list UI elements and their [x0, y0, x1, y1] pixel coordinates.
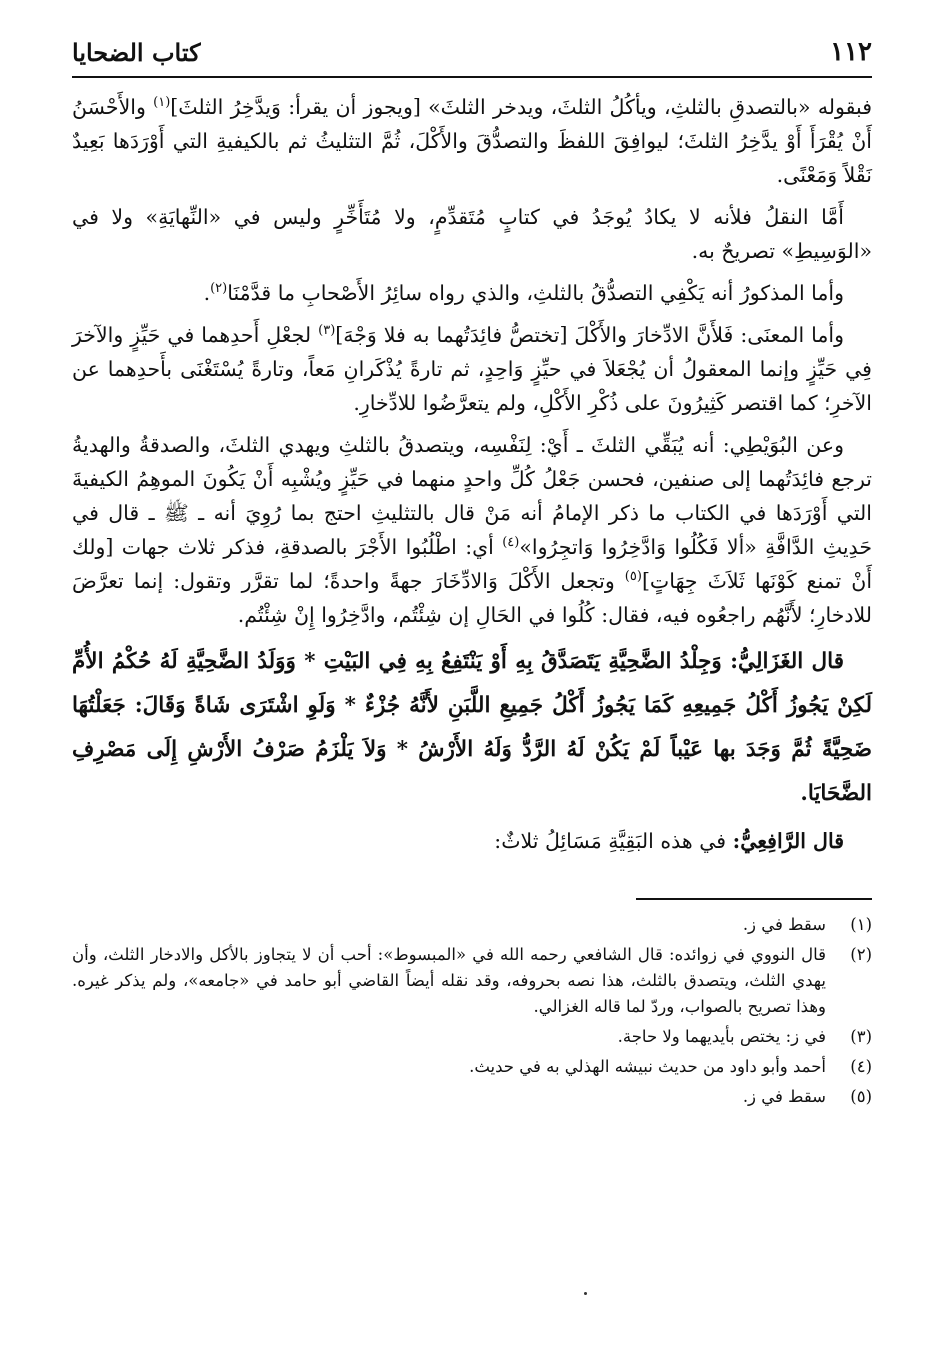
footnotes — [72, 912, 872, 1110]
paragraph-2-text: أَمَّا النقلُ فلأنه لا يكادُ يُوجَدُ في كتابٍ مُتَقدِّمٍ، ولا مُتَأَخِّرٍ وليس في «النِّهايَةِ» ولا في «الوَسِيطِ» تصريحٌ به. — [72, 205, 872, 263]
rafii-text: في هذه البَقِيَّةِ مَسَائِلُ ثلاثٌ: — [494, 829, 733, 853]
rafii-lead: قال الرَّافِعِيُّ: — [732, 829, 844, 853]
ghazali-lead: قال الغَزَالِيُّ: — [730, 649, 844, 674]
footnote-number: (٤) — [850, 1057, 872, 1076]
footnote-text: سقط في ز. — [742, 915, 826, 934]
footnote-ref-5: (٥) — [624, 569, 642, 585]
ghazali-quote — [72, 640, 872, 816]
footnote-number: (٢) — [850, 945, 872, 964]
document-page — [72, 28, 872, 1328]
paragraph-3 — [72, 276, 872, 310]
footnote-item — [72, 1024, 872, 1050]
paragraph-5-mid: أي: اطْلُبُوا الأَجْرَ بالصدقةِ، فذكر ثلاث جهات [ولك أَنْ تمنع كَوْنَها ثَلاَثَ جِهَاتٍ] — [72, 535, 873, 593]
footnote-text: سقط في ز. — [742, 1087, 826, 1106]
paragraph-1 — [72, 90, 872, 192]
footnote-number: (٣) — [850, 1027, 872, 1046]
footnote-item — [72, 912, 872, 938]
rafii-paragraph — [72, 824, 872, 858]
paragraph-5 — [72, 428, 872, 632]
footnote-text: قال النووي في زوائده: قال الشافعي رحمه الله في «المبسوط»: أحب أن لا يتجاوز بالأكل والادخار الثلث، وأن يهدي الثلث، ويتصدق بالثلث، هذا نصه بحروفه، وقد نقله أيضاً القاضي أبو حامد في «جامعه»، ولم يذكر غيره. وهذا تصريح بالصواب، وردّ لما قاله الغزالي. — [72, 945, 826, 1016]
paragraph-4-text: وأما المعنَى: فَلأَنَّ الادِّخارَ والأَكْلَ [تختصُّ فائِدَتُهما به فلا وَجْهَ] — [335, 323, 844, 347]
page-header — [72, 28, 872, 78]
footnote-item — [72, 1084, 872, 1110]
paragraph-5-rest: وتجعل الأَكْلَ وَالادِّخَارَ جهةً واحدةً؛ لما تقرَّر وتقول: إنما تعرَّضَ للادخارِ؛ لأَنَّهُم راجعُوه فيه، فقال: كُلُوا في الحَالِ إن شِئْتُم، وادَّخِرُوا إِنْ شِئْتُم. — [72, 569, 872, 627]
ghazali-text: وَجِلْدُ الضَّحِيَّةِ يَتَصَدَّقُ بِهِ أَوْ يَنْتَفِعُ بِهِ فِي البَيْتِ * وَوَلَدُ الضَّحِيَّةِ لَهُ حُكْمُ الأُمِّ لَكِنْ يَجُوزُ أَكْلُ جَمِيعِهِ كَمَا يَجُوزُ أَكْلُ جَمِيعِ اللَّبَنِ لأَنَّهُ جُزْءٌ * وَلَوِ اشْتَرَى شَاةً وَقَالَ: جَعَلْتُهَا ضَحِيَّةً ثُمَّ وَجَدَ بها عَيْباً لَمْ يَكُنْ لَهُ الرَّدُّ وَلَهُ الأَرْشُ * وَلاَ يَلْزَمُ صَرْفُ الأَرْشِ إِلَى مَصْرِفِ الضَّحَايَا. — [72, 649, 872, 806]
footnote-ref-4: (٤) — [502, 535, 520, 551]
paragraph-1-text: فبقوله «بالتصدقِ بالثلثِ، ويأكُلُ الثلثَ، ويدخر الثلثَ» [ويجوز أن يقرأ: وَيدَّخِرُ الثلثَ] — [170, 95, 872, 119]
paragraph-5-text: وعن البُوَيْطِي: أنه يُبَقِّي الثلثَ ـ أَيْ: لِنَفْسِه، ويتصدقُ بالثلثِ ويهدي الثلثَ، والصدقةُ والهديةُ ترجع فائِدَتُهما إلى صنفين، فحسن جَعْلُ كُلِّ واحدٍ منهما في حَيِّزٍ ويُشْبِه أَنْ يَكُونَ الموهِمُ الكيفيةَ التي أَوْرَدَها في الكتاب ما ذكر الإمامُ أنه مَنْ قال بالتثليثِ احتج بما رُوِيَ أنه ـ ﷺ ـ قال في حَدِيثِ الدَّافَّةِ «ألا فَكُلُوا وَادَّخِرُوا وَاتجِرُوا» — [72, 433, 872, 559]
scan-speck — [584, 1292, 587, 1295]
footnote-text: أحمد وأبو داود من حديث نبيشه الهذلي به في حديث. — [469, 1057, 826, 1076]
paragraph-4-rest: لجعْلِ أَحدِهما في حَيِّزٍ والآخرَ فِي حَيِّزٍ وإنما المعقولُ أن يُجْعَلاَ في حيِّزٍ وَاحِدٍ، ثم تارةً يُذْكَرانِ مَعاً، وتارةً يُسْتَغْنَى بأَحدِهما عن الآخرِ؛ كما اقتصر كَثِيرُونَ على ذُكْرِ الأَكْلِ، ولم يتعرَّضُوا للادِّخارِ. — [72, 323, 872, 415]
paragraph-1-rest: والأَحْسَنُ أَنْ يُقْرَأَ أَوْ يدَّخِرُ الثلثَ؛ ليوافِقَ اللفظَ والتصدُّقَ والأَكْلَ، ثُمَّ التثليثُ ثم بالكيفيةِ التي أَوْرَدَها بَعِيدٌ نَقْلاً وَمَعْنًى. — [72, 95, 872, 187]
footnote-ref-3: (٣) — [318, 323, 336, 339]
footnote-item — [72, 942, 872, 1020]
paragraph-3-end: . — [203, 281, 211, 305]
footnote-divider — [636, 898, 872, 900]
main-text — [72, 90, 872, 858]
footnote-ref-2: (٢) — [210, 281, 228, 297]
paragraph-4 — [72, 318, 872, 420]
footnote-item — [72, 1054, 872, 1080]
footnote-ref-1: (١) — [153, 95, 171, 111]
footnote-number: (١) — [850, 915, 872, 934]
footnote-number: (٥) — [850, 1087, 872, 1106]
paragraph-2 — [72, 200, 872, 268]
paragraph-3-text: وأما المذكورُ أنه يَكْفِي التصدُّقُ بالثلثِ، والذي رواه سائِرُ الأَصْحابِ ما قدَّمْنَا — [227, 281, 844, 305]
page-number: ١١٢ — [830, 37, 872, 67]
footnote-text: في ز: يختص بأيديهما ولا حاجة. — [617, 1027, 826, 1046]
book-title: كتاب الضحايا — [72, 37, 201, 67]
